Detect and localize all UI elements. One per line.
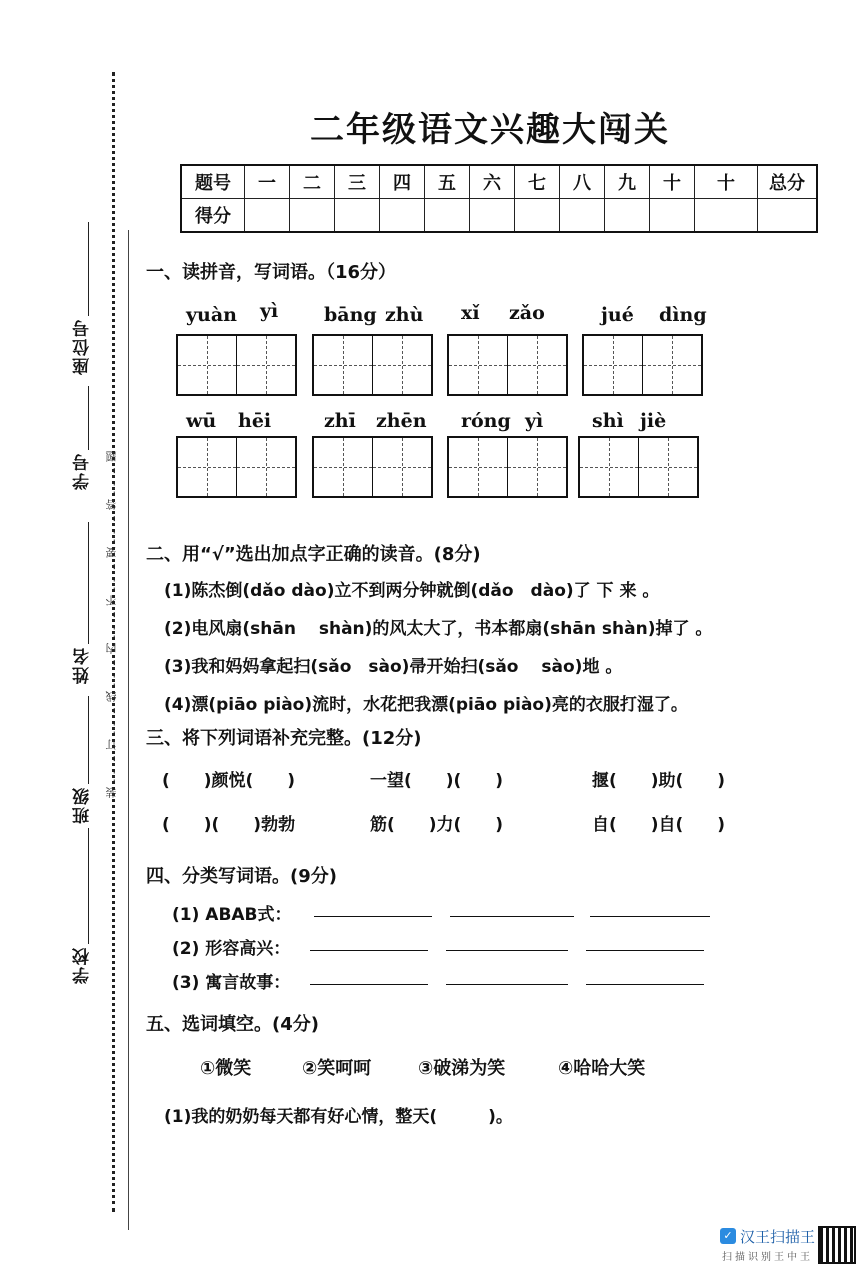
word-choice: ③破涕为笑 <box>418 1058 506 1079</box>
idiom-blank[interactable]: 一望( )( ) <box>370 771 504 791</box>
writing-grid[interactable] <box>312 334 433 396</box>
answer-blank[interactable] <box>314 916 432 917</box>
score-cell: 十 <box>650 165 695 199</box>
idiom-blank[interactable]: ( )( )勃勃 <box>162 815 296 835</box>
answer-blank[interactable] <box>310 984 428 985</box>
score-input-cell[interactable] <box>245 199 290 233</box>
answer-blank[interactable] <box>586 950 704 951</box>
name-line <box>88 522 89 644</box>
question-line: (4)漂(piāo piào)流时，水花把我漂(piāo piào)亮的衣服打湿了。 <box>164 695 688 715</box>
pinyin: wū <box>186 410 217 432</box>
word-choice: ①微笑 <box>200 1058 252 1079</box>
question-line: (3)我和妈妈拿起扫(sǎo sào)帚开始扫(sǎo sào)地 。 <box>164 657 623 677</box>
idiom-blank[interactable]: 自( )自( ) <box>592 815 726 835</box>
pinyin: hēi <box>238 410 272 432</box>
fill-question[interactable]: (1)我的奶奶每天都有好心情，整天( )。 <box>164 1107 513 1127</box>
idiom-blank[interactable]: ( )颜悦( ) <box>162 771 296 791</box>
score-cell: 五 <box>425 165 470 199</box>
scanner-brand-slogan: 扫描识别王中王 <box>722 1252 813 1263</box>
pinyin: shì <box>592 410 624 432</box>
answer-blank[interactable] <box>590 916 710 917</box>
pinyin: yì <box>525 410 544 432</box>
score-input-cell[interactable] <box>650 199 695 233</box>
pinyin: yì <box>260 300 279 322</box>
seat-number-line <box>88 222 89 316</box>
category-label: (2) 形容高兴： <box>172 939 291 959</box>
score-input-cell[interactable] <box>470 199 515 233</box>
score-cell: 十 <box>695 165 758 199</box>
pinyin: zhù <box>385 304 424 326</box>
score-table-score-row <box>181 199 817 233</box>
qr-code-icon <box>818 1226 856 1264</box>
name-label: 姓名 <box>73 646 93 684</box>
seat-number-label: 座位号 <box>73 318 93 375</box>
writing-grid[interactable] <box>578 436 699 498</box>
pinyin: zhī <box>324 410 356 432</box>
writing-grid[interactable] <box>447 334 568 396</box>
word-choice: ④哈哈大笑 <box>558 1058 646 1079</box>
score-input-cell[interactable] <box>605 199 650 233</box>
score-cell: 八 <box>560 165 605 199</box>
writing-grid[interactable] <box>312 436 433 498</box>
score-cell: 四 <box>380 165 425 199</box>
page-title: 二年级语文兴趣大闯关 <box>310 110 670 150</box>
category-label: (3) 寓言故事： <box>172 973 291 993</box>
scanner-brand-name: 汉王扫描王 <box>740 1228 816 1246</box>
score-cell: 一 <box>245 165 290 199</box>
writing-grid[interactable] <box>176 436 297 498</box>
answer-blank[interactable] <box>446 950 568 951</box>
pinyin: xǐ <box>461 302 480 324</box>
writing-grid[interactable] <box>176 334 297 396</box>
section-4-heading: 四、分类写词语。(9分) <box>146 866 337 887</box>
section-5-heading: 五、选词填空。(4分) <box>146 1014 319 1035</box>
writing-grid[interactable] <box>447 436 568 498</box>
idiom-blank[interactable]: 揠( )助( ) <box>592 771 726 791</box>
score-table <box>180 164 818 233</box>
score-input-cell[interactable] <box>758 199 818 233</box>
question-line: (2)电风扇(shān shàn)的风太大了，书本都扇(shān shàn)掉了 。 <box>164 619 713 639</box>
section-1-heading: 一、读拼音，写词语。（16分） <box>146 262 397 283</box>
score-cell: 得分 <box>181 199 245 233</box>
score-cell: 总分 <box>758 165 818 199</box>
pinyin: zhēn <box>376 410 427 432</box>
score-input-cell[interactable] <box>290 199 335 233</box>
pinyin: róng <box>461 410 511 432</box>
word-choice: ②笑呵呵 <box>302 1058 372 1079</box>
school-line <box>88 828 89 944</box>
score-input-cell[interactable] <box>560 199 605 233</box>
scanner-logo-icon: ✓ <box>720 1228 736 1244</box>
pinyin: jué <box>601 304 634 326</box>
score-input-cell[interactable] <box>335 199 380 233</box>
score-cell: 六 <box>470 165 515 199</box>
section-2-heading: 二、用“√”选出加点字正确的读音。(8分) <box>146 544 481 565</box>
pinyin: bāng <box>324 304 377 326</box>
student-id-label: 学号 <box>73 452 93 490</box>
class-label: 班级 <box>73 786 93 824</box>
score-input-cell[interactable] <box>515 199 560 233</box>
score-cell: 七 <box>515 165 560 199</box>
class-line <box>88 696 89 784</box>
binding-cut-note: 装……订……线……内……不……要……答……题 <box>105 446 118 798</box>
answer-blank[interactable] <box>446 984 568 985</box>
score-table-header-row <box>181 165 817 199</box>
score-cell: 三 <box>335 165 380 199</box>
idiom-blank[interactable]: 筋( )力( ) <box>370 815 504 835</box>
score-input-cell[interactable] <box>695 199 758 233</box>
writing-grid[interactable] <box>582 334 703 396</box>
pinyin: dìng <box>659 304 707 326</box>
score-input-cell[interactable] <box>380 199 425 233</box>
answer-blank[interactable] <box>310 950 428 951</box>
category-label: (1) ABAB式： <box>172 905 292 925</box>
section-3-heading: 三、将下列词语补充完整。(12分) <box>146 728 422 749</box>
binding-solid-line <box>128 230 129 1230</box>
question-line: (1)陈杰倒(dǎo dào)立不到两分钟就倒(dǎo dào)了 下 来 。 <box>164 581 660 601</box>
score-cell: 题号 <box>181 165 245 199</box>
pinyin: yuàn <box>186 304 237 326</box>
score-cell: 二 <box>290 165 335 199</box>
score-input-cell[interactable] <box>425 199 470 233</box>
score-cell: 九 <box>605 165 650 199</box>
school-label: 学校 <box>73 946 93 984</box>
answer-blank[interactable] <box>450 916 574 917</box>
pinyin: jiè <box>640 410 667 432</box>
answer-blank[interactable] <box>586 984 704 985</box>
pinyin: zǎo <box>509 302 545 324</box>
student-id-line <box>88 386 89 450</box>
